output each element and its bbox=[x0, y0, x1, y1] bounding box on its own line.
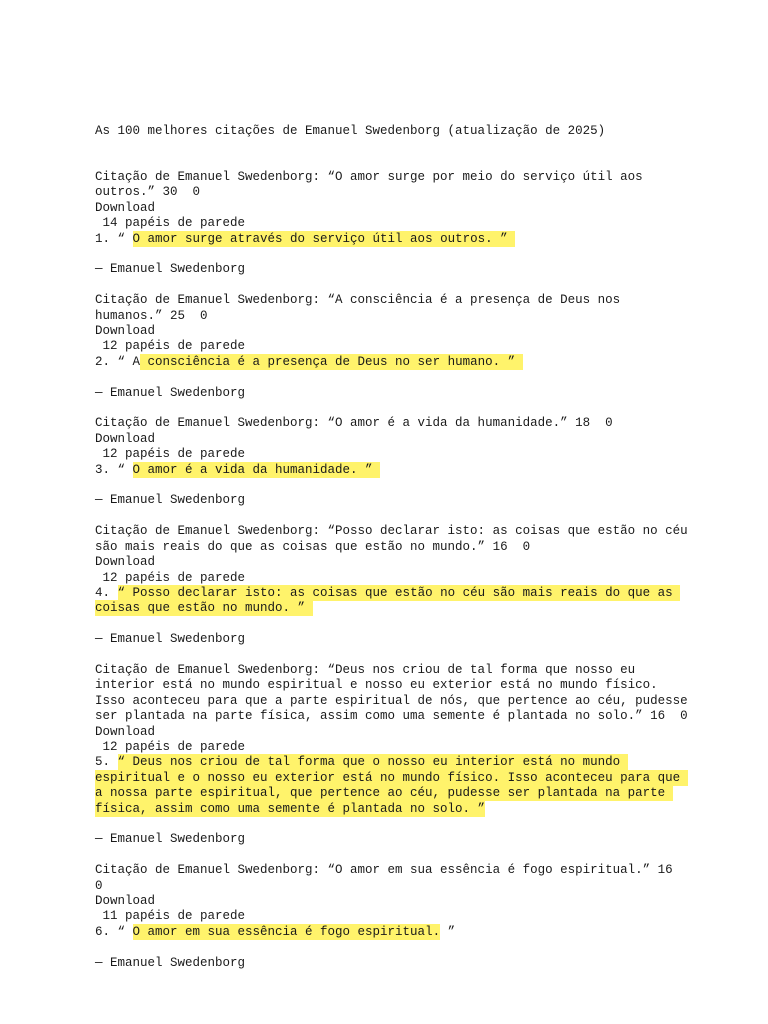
spacer bbox=[95, 401, 695, 416]
quote-number: 6. “ bbox=[95, 924, 133, 939]
quote-header: Citação de Emanuel Swedenborg: “Deus nos criou de tal forma que nosso eu interior está no mundo espiritual e nosso eu exterior está no mundo físico. Isso aconteceu para que a parte espiritual de nós, que pertence ao céu, pudesse ser plantada na parte física, assim como uma semente é plantada no solo.” 16 0 bbox=[95, 662, 696, 724]
download-link[interactable]: Download bbox=[95, 724, 156, 739]
quote-entry bbox=[95, 509, 695, 648]
numbered-quote bbox=[95, 925, 695, 940]
quote-header: Citação de Emanuel Swedenborg: “O amor em sua essência é fogo espiritual.” 16 0 bbox=[95, 863, 688, 893]
spacer bbox=[95, 848, 695, 863]
highlighted-quote: O amor em sua essência é fogo espiritual. bbox=[132, 924, 441, 939]
quote-list bbox=[95, 170, 695, 971]
quote-author: — Emanuel Swedenborg bbox=[95, 955, 246, 970]
spacer bbox=[95, 817, 695, 832]
highlighted-quote: “ Posso declarar isto: as coisas que estão no céu são mais reais do que as coisas que estão no mundo. ” bbox=[95, 585, 681, 616]
spacer bbox=[95, 509, 695, 524]
spacer bbox=[95, 278, 695, 293]
numbered-quote bbox=[95, 755, 695, 817]
quote-author: — Emanuel Swedenborg bbox=[95, 262, 246, 277]
spacer bbox=[95, 617, 695, 632]
spacer bbox=[95, 370, 695, 385]
quote-entry bbox=[95, 401, 695, 509]
quote-entry bbox=[95, 648, 695, 848]
quote-header: Citação de Emanuel Swedenborg: “Posso declarar isto: as coisas que estão no céu são mais reais do que as coisas que estão no mundo.” 16 0 bbox=[95, 524, 696, 554]
spacer bbox=[95, 940, 695, 955]
numbered-quote bbox=[95, 232, 695, 247]
quote-header: Citação de Emanuel Swedenborg: “O amor surge por meio do serviço útil aos outros.” 30 0 bbox=[95, 170, 651, 200]
quote-entry bbox=[95, 170, 695, 278]
quote-author: — Emanuel Swedenborg bbox=[95, 385, 246, 400]
wallpaper-count[interactable]: 11 papéis de parede bbox=[95, 909, 246, 924]
download-link[interactable]: Download bbox=[95, 893, 156, 908]
wallpaper-count[interactable]: 12 papéis de parede bbox=[95, 739, 246, 754]
document-title: As 100 melhores citações de Emanuel Swedenborg (atualização de 2025) bbox=[95, 123, 606, 138]
numbered-quote bbox=[95, 355, 695, 370]
quote-header: Citação de Emanuel Swedenborg: “A consciência é a presença de Deus nos humanos.” 25 0 bbox=[95, 293, 628, 323]
highlighted-quote: consciência é a presença de Deus no ser humano. ” bbox=[140, 354, 523, 369]
download-link[interactable]: Download bbox=[95, 200, 156, 215]
download-link[interactable]: Download bbox=[95, 324, 156, 339]
highlighted-quote: O amor é a vida da humanidade. ” bbox=[132, 462, 381, 477]
download-link[interactable]: Download bbox=[95, 555, 156, 570]
spacer bbox=[95, 247, 695, 262]
wallpaper-count[interactable]: 12 papéis de parede bbox=[95, 447, 246, 462]
quote-header: Citação de Emanuel Swedenborg: “O amor é a vida da humanidade.” 18 0 bbox=[95, 416, 613, 431]
spacer bbox=[95, 648, 695, 663]
highlighted-quote: O amor surge através do serviço útil aos outros. ” bbox=[132, 231, 516, 246]
quote-number: 5. bbox=[95, 755, 118, 770]
wallpaper-count[interactable]: 12 papéis de parede bbox=[95, 570, 246, 585]
quote-author: — Emanuel Swedenborg bbox=[95, 632, 246, 647]
download-link[interactable]: Download bbox=[95, 431, 156, 446]
document-page bbox=[95, 93, 695, 986]
wallpaper-count[interactable]: 14 papéis de parede bbox=[95, 216, 246, 231]
numbered-quote bbox=[95, 586, 695, 617]
quote-number: 3. “ bbox=[95, 462, 133, 477]
quote-suffix: ” bbox=[440, 924, 456, 939]
spacer bbox=[95, 478, 695, 493]
quote-author: — Emanuel Swedenborg bbox=[95, 493, 246, 508]
quote-author: — Emanuel Swedenborg bbox=[95, 832, 246, 847]
quote-entry bbox=[95, 278, 695, 401]
highlighted-quote: “ Deus nos criou de tal forma que o nosso eu interior está no mundo espiritual e o nosso eu exterior está no mundo físico. Isso aconteceu para que a nossa parte espiritual, que pertence ao céu, pudesse ser plantada na parte física, assim como uma semente é plantada no solo. ” bbox=[95, 755, 688, 816]
wallpaper-count[interactable]: 12 papéis de parede bbox=[95, 339, 246, 354]
quote-number: 4. bbox=[95, 585, 118, 600]
quote-number: 2. “ A bbox=[95, 354, 141, 369]
quote-number: 1. “ bbox=[95, 231, 133, 246]
quote-entry bbox=[95, 848, 695, 971]
numbered-quote bbox=[95, 463, 695, 478]
